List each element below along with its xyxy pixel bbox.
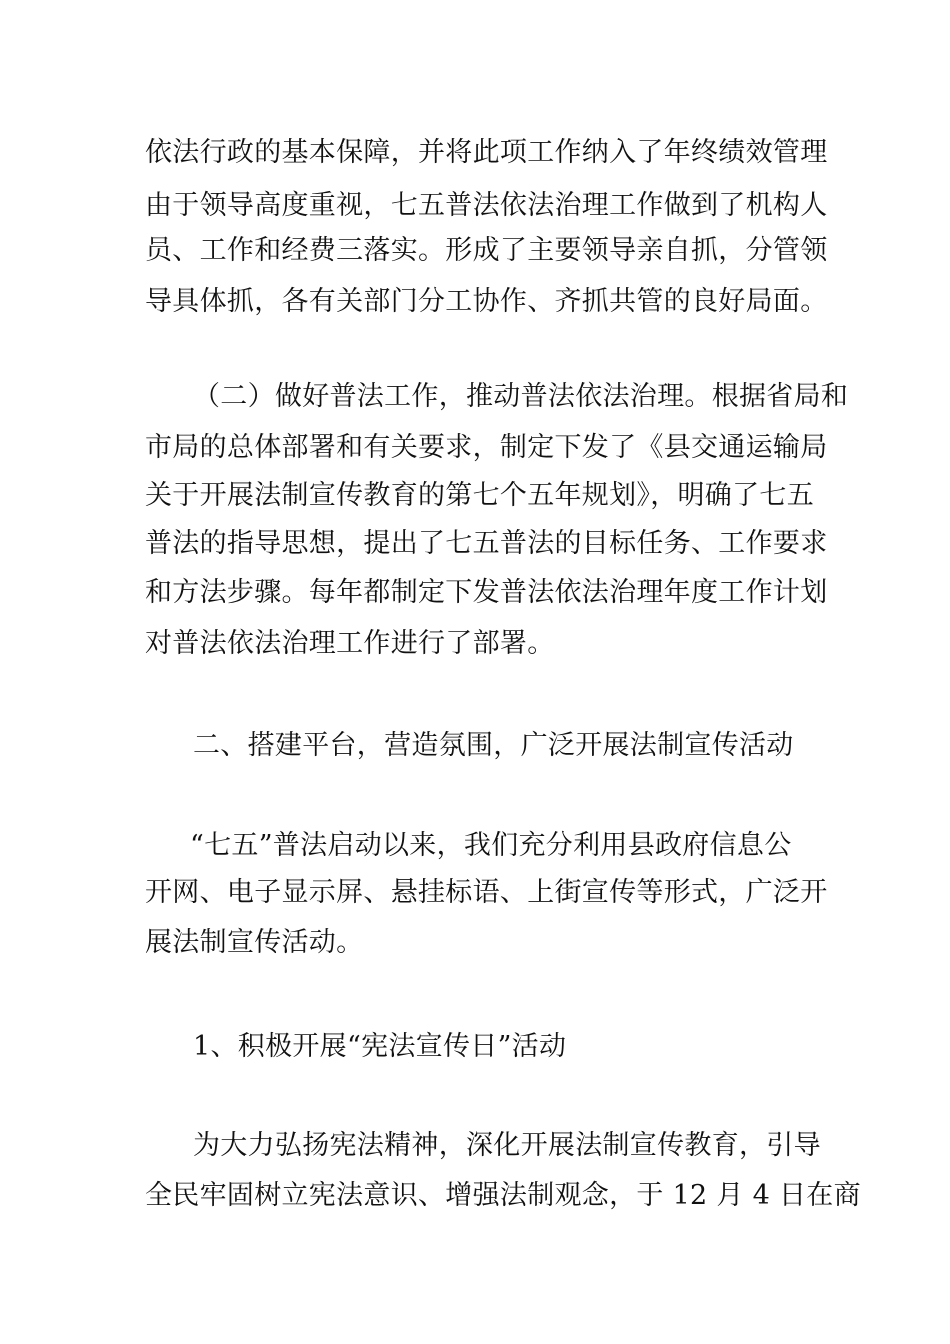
paragraph-1-line-3: 员、工作和经费三落实。形成了主要领导亲自抓，分管领 <box>145 235 828 266</box>
section-heading-2: 二、搭建平台，营造氛围，广泛开展法制宣传活动 <box>193 730 794 761</box>
paragraph-2-line-4: 普法的指导思想，提出了七五普法的目标任务、工作要求 <box>145 528 828 559</box>
paragraph-2-line-2: 市局的总体部署和有关要求，制定下发了《县交通运输局 <box>145 432 828 463</box>
paragraph-2-line-3: 关于开展法制宣传教育的第七个五年规划》，明确了七五 <box>145 480 814 511</box>
paragraph-4-line-1: 为大力弘扬宪法精神，深化开展法制宣传教育，引导 <box>193 1130 821 1161</box>
paragraph-4-line-2: 全民牢固树立宪法意识、增强法制观念，于 12 月 4 日在商 <box>145 1180 861 1211</box>
paragraph-1-line-1: 依法行政的基本保障，并将此项工作纳入了年终绩效管理 <box>145 137 828 168</box>
paragraph-1-line-2: 由于领导高度重视，七五普法依法治理工作做到了机构人 <box>145 190 828 221</box>
paragraph-2-line-5: 和方法步骤。每年都制定下发普法依法治理年度工作计划 <box>145 577 828 608</box>
paragraph-3-line-2: 开网、电子显示屏、悬挂标语、上街宣传等形式，广泛开 <box>145 877 828 908</box>
paragraph-2-line-6: 对普法依法治理工作进行了部署。 <box>145 628 555 659</box>
paragraph-1-line-4: 导具体抓，各有关部门分工协作、齐抓共管的良好局面。 <box>145 286 828 317</box>
paragraph-3-line-3: 展法制宣传活动。 <box>145 927 364 958</box>
paragraph-3-line-1: “七五”普法启动以来，我们充分利用县政府信息公 <box>190 830 792 861</box>
paragraph-2-line-1: （二）做好普法工作，推动普法依法治理。根据省局和 <box>193 381 849 412</box>
subheading-1: 1、积极开展“宪法宣传日”活动 <box>193 1031 567 1062</box>
